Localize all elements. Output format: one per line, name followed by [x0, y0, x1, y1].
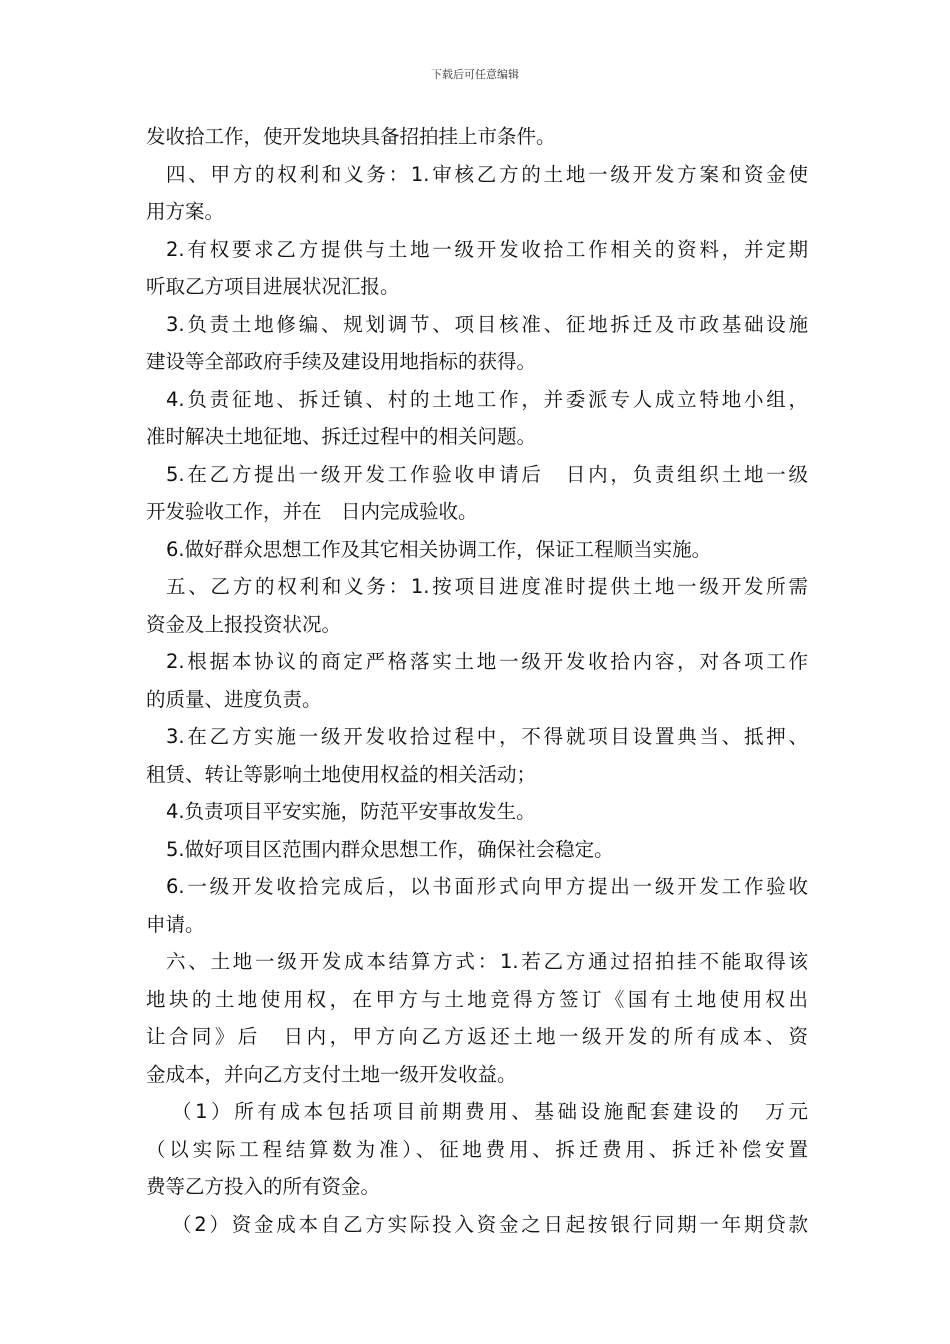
text-line: 4.负责项目平安实施，防范平安事故发生。 [166, 800, 536, 823]
text-line: 让合同》后 日内，甲方向乙方返还土地一级开发的所有成本、资 [146, 1025, 808, 1048]
text-line: 费等乙方投入的所有资金。 [146, 1175, 381, 1198]
page-header: 下载后可任意编辑 [431, 68, 519, 81]
text-line: （2）资金成本自乙方实际投入资金之日起按银行同期一年期贷款 [172, 1212, 808, 1236]
text-line: 租赁、转让等影响土地使用权益的相关活动； [146, 762, 537, 786]
text-line: 的质量、进度负责。 [146, 687, 322, 711]
text-line: 建设等全部政府手续及建设用地指标的获得。 [146, 350, 537, 373]
text-line: 用方案。 [146, 200, 225, 223]
text-line: 金成本，并向乙方支付土地一级开发收益。 [146, 1062, 517, 1086]
text-line: 6.一级开发收拾完成后，以书面形式向甲方提出一级开发工作验收 [166, 875, 808, 898]
text-line: 2.有权要求乙方提供与土地一级开发收拾工作相关的资料，并定期 [166, 237, 808, 261]
text-line: 5.在乙方提出一级开发工作验收申请后 日内，负责组织土地一级 [166, 462, 808, 486]
text-line: 五、乙方的权利和义务：1.按项目进度准时提供土地一级开发所需 [166, 575, 808, 598]
text-line: 资金及上报投资状况。 [146, 612, 342, 636]
document-body [146, 118, 808, 1243]
text-line: 准时解决土地征地、拆迁过程中的相关问题。 [146, 425, 537, 448]
text-line: 4.负责征地、拆迁镇、村的土地工作，并委派专人成立特地小组， [166, 387, 808, 411]
text-line: 3.在乙方实施一级开发收拾过程中，不得就项目设置典当、抵押、 [166, 725, 808, 748]
text-line: 2.根据本协议的商定严格落实土地一级开发收拾内容，对各项工作 [166, 650, 808, 673]
text-line: 发收拾工作，使开发地块具备招拍挂上市条件。 [146, 125, 556, 148]
text-line: 地块的土地使用权，在甲方与土地竞得方签订《国有土地使用权出 [146, 987, 808, 1011]
text-line: 申请。 [146, 912, 205, 936]
text-line: 六、土地一级开发成本结算方式：1.若乙方通过招拍挂不能取得该 [166, 950, 808, 973]
text-line: 6.做好群众思想工作及其它相关协调工作，保证工程顺当实施。 [166, 537, 712, 561]
text-line: 四、甲方的权利和义务：1.审核乙方的土地一级开发方案和资金使 [166, 162, 808, 186]
text-line: 开发验收工作，并在 日内完成验收。 [146, 500, 478, 523]
text-line: 3.负责土地修编、规划调节、项目核准、征地拆迁及市政基础设施 [166, 312, 808, 336]
text-line: 5.做好项目区范围内群众思想工作，确保社会稳定。 [166, 837, 614, 861]
text-line: 听取乙方项目进展状况汇报。 [146, 275, 400, 298]
text-line: （1）所有成本包括项目前期费用、基础设施配套建设的 万元 [172, 1100, 808, 1123]
text-line: （以实际工程结算数为准）、征地费用、拆迁费用、拆迁补偿安置 [146, 1137, 808, 1161]
